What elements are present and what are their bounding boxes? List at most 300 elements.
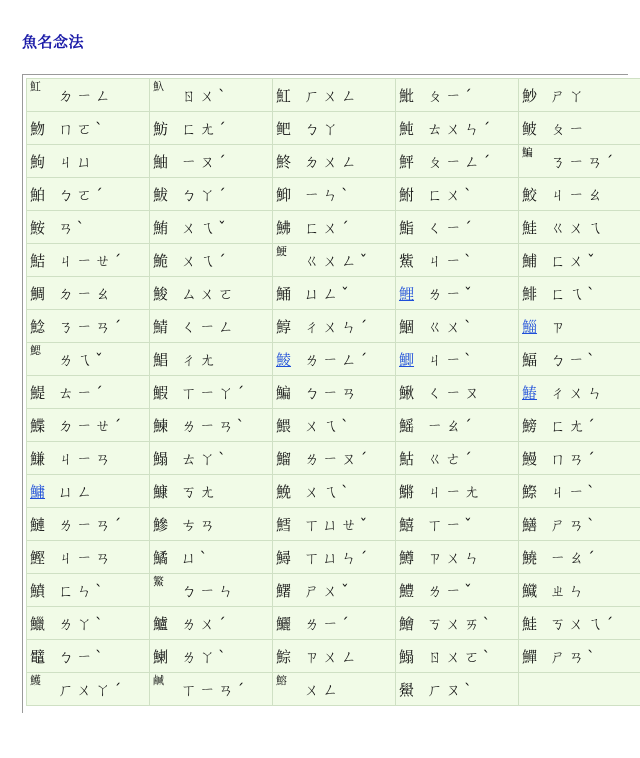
table-cell bbox=[519, 442, 640, 475]
table-row bbox=[27, 112, 640, 145]
zhuyin-reading: ㄔㄤ bbox=[181, 351, 219, 369]
zhuyin-reading: ㄆㄧㄥˊ bbox=[427, 153, 494, 171]
table-cell bbox=[150, 343, 273, 376]
zhuyin-reading: ㄩㄥˇ bbox=[304, 285, 352, 303]
fish-character: 鹹 bbox=[153, 674, 164, 687]
zhuyin-reading: ㄌㄧˇ bbox=[427, 582, 475, 600]
zhuyin-reading: ㄎㄨㄟˊ bbox=[550, 615, 617, 633]
table-cell bbox=[273, 310, 396, 343]
fish-character-link[interactable]: 鯔 bbox=[522, 317, 538, 336]
table-cell bbox=[27, 112, 150, 145]
fish-character: 鱺 bbox=[276, 614, 292, 633]
table-cell bbox=[27, 244, 150, 277]
table-cell bbox=[396, 607, 519, 640]
table-cell bbox=[27, 640, 150, 673]
table-cell bbox=[150, 145, 273, 178]
fish-character-link[interactable]: 鰆 bbox=[522, 383, 538, 402]
table-cell bbox=[27, 574, 150, 607]
table-cell bbox=[396, 574, 519, 607]
table-cell bbox=[396, 211, 519, 244]
table-cell bbox=[396, 244, 519, 277]
table-cell bbox=[27, 277, 150, 310]
table-cell bbox=[273, 112, 396, 145]
table-row bbox=[27, 574, 640, 607]
table-cell bbox=[396, 112, 519, 145]
table-cell bbox=[150, 310, 273, 343]
zhuyin-reading: ㄌㄧㄥˊ bbox=[304, 351, 371, 369]
zhuyin-reading: ㄆㄧˊ bbox=[427, 87, 475, 105]
table-cell bbox=[273, 178, 396, 211]
zhuyin-reading: ㄨㄥ bbox=[304, 681, 342, 699]
fish-character: 鱒 bbox=[399, 548, 415, 567]
zhuyin-reading: ㄔㄨㄣˊ bbox=[304, 318, 371, 336]
table-row bbox=[27, 541, 640, 574]
table-row bbox=[27, 277, 640, 310]
fish-character-link[interactable]: 鯉 bbox=[399, 284, 415, 303]
table-cell bbox=[396, 145, 519, 178]
table-cell bbox=[273, 211, 396, 244]
fish-character: 鮃 bbox=[399, 152, 415, 171]
zhuyin-reading: ㄅㄚˊ bbox=[181, 186, 229, 204]
zhuyin-reading: ㄉㄧㄝˊ bbox=[58, 417, 125, 435]
zhuyin-reading: ㄐㄧㄤ bbox=[427, 483, 483, 501]
zhuyin-reading: ㄍㄜˊ bbox=[427, 450, 475, 468]
fish-character: 魞 bbox=[153, 80, 164, 93]
zhuyin-reading: ㄧㄠˊ bbox=[550, 549, 598, 567]
table-cell bbox=[150, 574, 273, 607]
zhuyin-reading: ㄐㄩ bbox=[58, 153, 96, 171]
fish-character: 鮪 bbox=[153, 218, 169, 237]
table-cell bbox=[273, 409, 396, 442]
zhuyin-reading: ㄐㄧㄝˊ bbox=[58, 252, 125, 270]
fish-character: 鱯 bbox=[30, 674, 41, 687]
table-cell bbox=[273, 574, 396, 607]
zhuyin-reading: ㄎㄤ bbox=[181, 483, 219, 501]
zhuyin-reading: ㄒㄧㄚˊ bbox=[181, 384, 248, 402]
fish-character: 鱵 bbox=[522, 581, 538, 600]
fish-character: 鰏 bbox=[522, 350, 538, 369]
zhuyin-reading: ㄧㄡˊ bbox=[181, 153, 229, 171]
table-row bbox=[27, 673, 640, 706]
table-cell bbox=[150, 178, 273, 211]
zhuyin-reading: ㄖㄨㄛˋ bbox=[427, 648, 494, 666]
zhuyin-reading: ㄌㄧˇ bbox=[427, 285, 475, 303]
zhuyin-reading: ㄩˋ bbox=[181, 549, 211, 567]
table-cell bbox=[519, 475, 640, 508]
table-cell bbox=[273, 442, 396, 475]
table-cell bbox=[396, 442, 519, 475]
fish-character: 鰻 bbox=[522, 449, 538, 468]
table-cell bbox=[27, 508, 150, 541]
zhuyin-reading: ㄨㄟˊ bbox=[181, 252, 229, 270]
table-cell bbox=[27, 607, 150, 640]
zhuyin-reading: ㄒㄩㄣˊ bbox=[304, 549, 371, 567]
zhuyin-reading: ㄈㄟˋ bbox=[550, 285, 598, 303]
zhuyin-reading: ㄅㄧㄣ bbox=[181, 582, 237, 600]
table-cell bbox=[273, 508, 396, 541]
table-cell bbox=[273, 277, 396, 310]
fish-character: 鰨 bbox=[399, 647, 415, 666]
table-cell bbox=[27, 79, 150, 112]
table-cell bbox=[27, 475, 150, 508]
fish-character: 鰈 bbox=[30, 416, 46, 435]
zhuyin-reading: ㄇㄛˋ bbox=[58, 120, 106, 138]
fish-character: 鯮 bbox=[276, 647, 292, 666]
table-cell bbox=[519, 211, 640, 244]
fish-name-table-body bbox=[27, 79, 640, 706]
zhuyin-reading: ㄈㄨˊ bbox=[304, 219, 352, 237]
zhuyin-reading: ㄊㄨㄣˊ bbox=[427, 120, 494, 138]
fish-character: 鰩 bbox=[399, 416, 415, 435]
zhuyin-reading: ㄍㄨㄟ bbox=[550, 219, 606, 237]
table-cell bbox=[27, 343, 150, 376]
fish-character: 魟 bbox=[276, 86, 292, 105]
table-cell bbox=[519, 112, 640, 145]
table-cell bbox=[396, 277, 519, 310]
zhuyin-reading: ㄅㄧㄢ bbox=[304, 384, 360, 402]
table-row bbox=[27, 79, 640, 112]
fish-character: 鮊 bbox=[30, 185, 46, 204]
zhuyin-reading: ㄌㄧˊ bbox=[304, 615, 352, 633]
table-cell bbox=[519, 79, 640, 112]
table-row bbox=[27, 145, 640, 178]
fish-character: 鯿 bbox=[522, 146, 533, 159]
zhuyin-reading: ㄏㄡˋ bbox=[427, 681, 475, 699]
table-cell bbox=[150, 112, 273, 145]
zhuyin-reading: ㄗㄨㄥ bbox=[304, 648, 360, 666]
table-cell bbox=[519, 145, 640, 178]
zhuyin-reading: ㄘㄢ bbox=[181, 516, 219, 534]
table-cell bbox=[150, 508, 273, 541]
fish-character: 鮸 bbox=[276, 482, 292, 501]
table-cell bbox=[519, 178, 640, 211]
fish-character: 鱸 bbox=[153, 614, 169, 633]
zhuyin-reading: ㄌㄧㄢˋ bbox=[181, 417, 248, 435]
zhuyin-reading: ㄈㄤˊ bbox=[550, 417, 598, 435]
table-cell bbox=[273, 343, 396, 376]
zhuyin-reading: ㄍㄨˋ bbox=[427, 318, 475, 336]
fish-character: 鱝 bbox=[30, 581, 46, 600]
table-cell bbox=[150, 475, 273, 508]
zhuyin-reading: ㄓㄣ bbox=[550, 582, 588, 600]
zhuyin-reading: ㄌㄧㄢˊ bbox=[58, 516, 125, 534]
zhuyin-reading: ㄊㄚˋ bbox=[181, 450, 229, 468]
zhuyin-reading: ㄒㄧˇ bbox=[427, 516, 475, 534]
fish-character: 鯿 bbox=[276, 383, 292, 402]
fish-character: 鰍 bbox=[399, 383, 415, 402]
fish-character: 鮭 bbox=[522, 218, 538, 237]
fish-character: 鯆 bbox=[522, 251, 538, 270]
zhuyin-reading: ㄐㄧㄢ bbox=[58, 549, 114, 567]
table-cell bbox=[150, 640, 273, 673]
table-cell bbox=[27, 376, 150, 409]
fish-character: 鱧 bbox=[399, 581, 415, 600]
zhuyin-reading: ㄨㄟˋ bbox=[304, 417, 352, 435]
fish-character: 鲏 bbox=[522, 119, 538, 138]
fish-character: 鰕 bbox=[153, 383, 169, 402]
table-cell bbox=[396, 376, 519, 409]
table-cell bbox=[396, 79, 519, 112]
table-cell bbox=[150, 673, 273, 706]
fish-character: 鱙 bbox=[522, 548, 538, 567]
table-row bbox=[27, 607, 640, 640]
zhuyin-reading: ㄇㄢˊ bbox=[550, 450, 598, 468]
table-cell bbox=[519, 640, 640, 673]
table-cell bbox=[27, 442, 150, 475]
fish-character: 鮨 bbox=[399, 218, 415, 237]
table-cell bbox=[150, 211, 273, 244]
table-cell bbox=[396, 409, 519, 442]
zhuyin-reading: ㄕㄢˋ bbox=[550, 648, 598, 666]
fish-character: 鱚 bbox=[399, 515, 415, 534]
zhuyin-reading: ㄅㄛˊ bbox=[58, 186, 106, 204]
fish-character: 鮕 bbox=[399, 449, 415, 468]
zhuyin-reading: ㄙㄨㄛ bbox=[181, 285, 237, 303]
zhuyin-reading: ㄈㄣˋ bbox=[58, 582, 106, 600]
fish-character: 鰺 bbox=[153, 515, 169, 534]
fish-character: 鮣 bbox=[276, 185, 292, 204]
fish-character: 鱰 bbox=[276, 581, 292, 600]
page-title: 魚名念法 bbox=[22, 33, 85, 51]
zhuyin-reading: ㄐㄧˋ bbox=[550, 483, 598, 501]
fish-character: 鼊 bbox=[30, 647, 46, 666]
fish-character: 鯷 bbox=[30, 383, 46, 402]
fish-character: 鯖 bbox=[153, 317, 169, 336]
table-cell bbox=[273, 673, 396, 706]
fish-character: 鮭 bbox=[522, 614, 538, 633]
fish-character: 鯻 bbox=[153, 647, 169, 666]
table-cell bbox=[273, 607, 396, 640]
table-cell bbox=[150, 79, 273, 112]
zhuyin-reading: ㄑㄧˊ bbox=[427, 219, 475, 237]
fish-character: 鰓 bbox=[30, 344, 41, 357]
table-cell bbox=[273, 475, 396, 508]
zhuyin-reading: ㄒㄧㄢˊ bbox=[181, 681, 248, 699]
fish-character: 鰵 bbox=[153, 575, 164, 588]
table-cell bbox=[396, 640, 519, 673]
fish-character: 鯝 bbox=[399, 317, 415, 336]
zhuyin-reading: ㄐㄧˋ bbox=[427, 351, 475, 369]
fish-character: 魦 bbox=[522, 86, 538, 105]
table-cell bbox=[150, 277, 273, 310]
zhuyin-reading: ㄎㄨㄞˋ bbox=[427, 615, 494, 633]
fish-character: 鲃 bbox=[276, 119, 292, 138]
fish-character: 鯡 bbox=[522, 284, 538, 303]
fish-character: 鮆 bbox=[399, 251, 415, 270]
fish-name-table bbox=[26, 78, 640, 706]
zhuyin-reading: ㄢˋ bbox=[58, 219, 88, 237]
fish-character: 鰟 bbox=[522, 416, 538, 435]
zhuyin-reading: ㄍㄨㄥˇ bbox=[304, 252, 371, 270]
table-row bbox=[27, 508, 640, 541]
fish-character-link[interactable]: 鯪 bbox=[276, 350, 292, 369]
zhuyin-reading: ㄧㄣˋ bbox=[304, 186, 352, 204]
zhuyin-reading: ㄐㄧㄢ bbox=[58, 450, 114, 468]
table-cell bbox=[519, 277, 640, 310]
table-cell bbox=[519, 541, 640, 574]
zhuyin-reading: ㄌㄧㄡˊ bbox=[304, 450, 371, 468]
zhuyin-reading: ㄅㄧˋ bbox=[58, 648, 106, 666]
zhuyin-reading: ㄒㄩㄝˇ bbox=[304, 516, 371, 534]
fish-character: 鮒 bbox=[399, 185, 415, 204]
zhuyin-reading: ㄆㄧ bbox=[550, 120, 588, 138]
zhuyin-reading: ㄏㄨㄚˊ bbox=[58, 681, 125, 699]
zhuyin-reading: ㄑㄧㄡ bbox=[427, 384, 483, 402]
table-cell bbox=[150, 376, 273, 409]
table-cell bbox=[519, 244, 640, 277]
zhuyin-reading: ㄐㄧㄠ bbox=[550, 186, 606, 204]
zhuyin-reading: ㄌㄟˇ bbox=[58, 351, 106, 369]
table-cell bbox=[273, 145, 396, 178]
zhuyin-reading: ㄋㄧㄢˊ bbox=[58, 318, 125, 336]
table-cell bbox=[519, 376, 640, 409]
table-row bbox=[27, 442, 640, 475]
table-cell bbox=[519, 607, 640, 640]
table-row bbox=[27, 211, 640, 244]
fish-character: 鱠 bbox=[399, 614, 415, 633]
zhuyin-reading: ㄕㄚ bbox=[550, 87, 588, 105]
fish-character: 鰶 bbox=[522, 482, 538, 501]
table-cell bbox=[150, 607, 273, 640]
fish-character-link[interactable]: 鱅 bbox=[30, 482, 46, 501]
table-cell bbox=[519, 574, 640, 607]
zhuyin-reading: ㄗㄨㄣ bbox=[427, 549, 483, 567]
fish-character: 鰱 bbox=[30, 515, 46, 534]
zhuyin-reading: ㄅㄚ bbox=[304, 120, 342, 138]
fish-character: 鮁 bbox=[153, 185, 169, 204]
zhuyin-reading: ㄏㄨㄥ bbox=[304, 87, 360, 105]
fish-character: 鱊 bbox=[153, 548, 169, 567]
fish-character: 鮋 bbox=[153, 152, 169, 171]
zhuyin-reading: ㄖㄨˋ bbox=[181, 87, 229, 105]
fish-character: 鯁 bbox=[276, 245, 287, 258]
table-cell bbox=[273, 244, 396, 277]
fish-character: 鮚 bbox=[30, 251, 46, 270]
table-cell bbox=[273, 541, 396, 574]
fish-character: 鮈 bbox=[30, 152, 46, 171]
table-cell bbox=[150, 244, 273, 277]
table-cell bbox=[396, 508, 519, 541]
fish-character: 鱓 bbox=[522, 647, 538, 666]
zhuyin-reading: ㄈㄤˊ bbox=[181, 120, 229, 138]
fish-character: 鰃 bbox=[276, 416, 292, 435]
fish-character: 鰡 bbox=[276, 449, 292, 468]
fish-character: 鰹 bbox=[30, 548, 46, 567]
table-cell bbox=[27, 145, 150, 178]
zhuyin-reading: ㄉㄧㄠ bbox=[58, 285, 114, 303]
table-cell bbox=[150, 541, 273, 574]
table-cell bbox=[519, 310, 640, 343]
table-cell-empty bbox=[519, 673, 640, 706]
table-cell bbox=[519, 409, 640, 442]
fish-character: 鱔 bbox=[522, 515, 538, 534]
table-row bbox=[27, 475, 640, 508]
zhuyin-reading: ㄌㄨˊ bbox=[181, 615, 229, 633]
zhuyin-reading: ㄕㄨˇ bbox=[304, 582, 352, 600]
table-cell bbox=[27, 673, 150, 706]
table-cell bbox=[150, 409, 273, 442]
fish-character: 鮟 bbox=[30, 218, 46, 237]
zhuyin-reading: ㄅㄧˋ bbox=[550, 351, 598, 369]
table-cell bbox=[27, 178, 150, 211]
fish-character: 鯒 bbox=[276, 284, 292, 303]
table-cell bbox=[27, 310, 150, 343]
table-cell bbox=[519, 508, 640, 541]
fish-character: 鱈 bbox=[276, 515, 292, 534]
fish-character: 鱂 bbox=[399, 482, 415, 501]
fish-character: 鱘 bbox=[276, 548, 292, 567]
fish-character: 魴 bbox=[153, 119, 169, 138]
zhuyin-reading: ㄌㄚˋ bbox=[58, 615, 106, 633]
fish-character: 鮗 bbox=[276, 152, 292, 171]
fish-character: 鰨 bbox=[153, 449, 169, 468]
fish-character: 鯰 bbox=[30, 317, 46, 336]
table-cell bbox=[150, 442, 273, 475]
fish-character: 魮 bbox=[399, 86, 415, 105]
table-cell bbox=[273, 79, 396, 112]
zhuyin-reading: ㄩㄥ bbox=[58, 483, 96, 501]
table-cell bbox=[27, 409, 150, 442]
fish-character: 鯛 bbox=[30, 284, 46, 303]
zhuyin-reading: ㄕㄢˋ bbox=[550, 516, 598, 534]
table-row bbox=[27, 376, 640, 409]
fish-character: 魨 bbox=[399, 119, 415, 138]
fish-character: 鮄 bbox=[276, 218, 292, 237]
table-cell bbox=[396, 475, 519, 508]
zhuyin-reading: ㄨㄟˋ bbox=[304, 483, 352, 501]
table-cell bbox=[396, 310, 519, 343]
fish-character: 鱟 bbox=[399, 680, 415, 699]
zhuyin-reading: ㄗ bbox=[550, 318, 569, 336]
fish-character: 鰜 bbox=[30, 449, 46, 468]
table-row bbox=[27, 244, 640, 277]
table-cell bbox=[396, 541, 519, 574]
table-row bbox=[27, 640, 640, 673]
table-cell bbox=[396, 343, 519, 376]
fish-name-table-frame bbox=[22, 74, 628, 713]
table-cell bbox=[519, 343, 640, 376]
table-cell bbox=[396, 673, 519, 706]
zhuyin-reading: ㄉㄧㄥ bbox=[58, 87, 114, 105]
table-row bbox=[27, 310, 640, 343]
table-cell bbox=[27, 211, 150, 244]
fish-character-link[interactable]: 鯽 bbox=[399, 350, 415, 369]
table-cell bbox=[27, 541, 150, 574]
table-row bbox=[27, 409, 640, 442]
zhuyin-reading: ㄈㄨˋ bbox=[427, 186, 475, 204]
fish-character: 鮠 bbox=[153, 251, 169, 270]
table-cell bbox=[273, 376, 396, 409]
fish-character: 鮫 bbox=[522, 185, 538, 204]
zhuyin-reading: ㄋㄧㄢˊ bbox=[550, 153, 617, 171]
table-row bbox=[27, 343, 640, 376]
table-row bbox=[27, 178, 640, 211]
table-cell bbox=[273, 640, 396, 673]
zhuyin-reading: ㄨㄟˇ bbox=[181, 219, 229, 237]
fish-character: 鰊 bbox=[153, 416, 169, 435]
zhuyin-reading: ㄧㄠˊ bbox=[427, 417, 475, 435]
table-cell bbox=[396, 178, 519, 211]
fish-character: 魩 bbox=[30, 119, 46, 138]
zhuyin-reading: ㄑㄧㄥ bbox=[181, 318, 237, 336]
fish-character: 鰫 bbox=[276, 674, 287, 687]
zhuyin-reading: ㄔㄨㄣ bbox=[550, 384, 606, 402]
fish-character: 鱲 bbox=[30, 614, 46, 633]
fish-character: 鯧 bbox=[153, 350, 169, 369]
zhuyin-reading: ㄌㄚˋ bbox=[181, 648, 229, 666]
zhuyin-reading: ㄊㄧˊ bbox=[58, 384, 106, 402]
fish-character: 鱇 bbox=[153, 482, 169, 501]
